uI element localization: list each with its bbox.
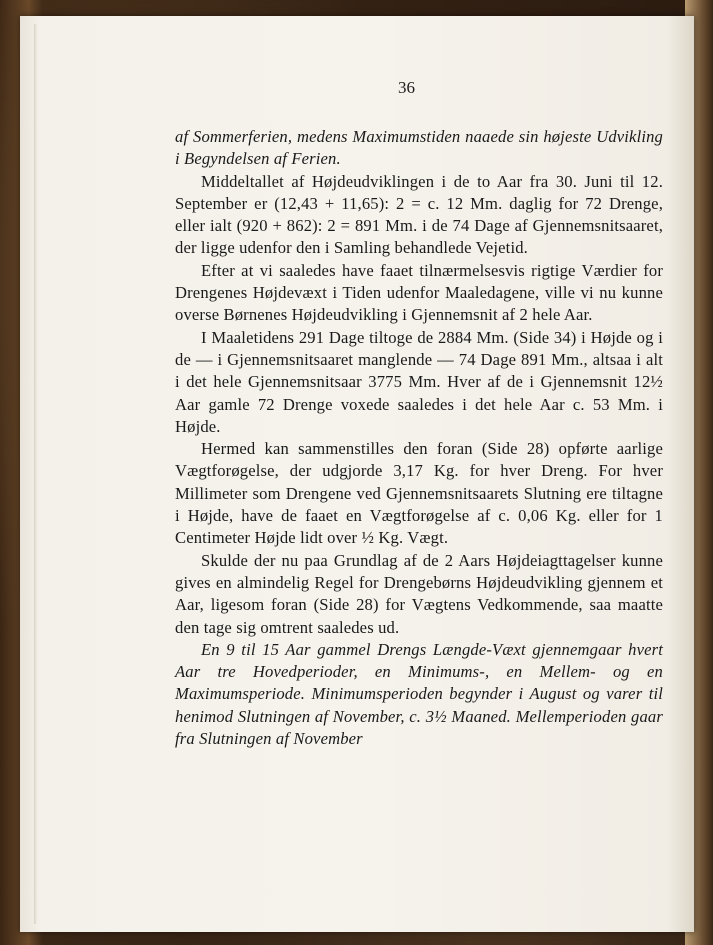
page-number: 36 bbox=[398, 78, 415, 97]
paragraph-7: En 9 til 15 Aar gammel Drengs Længde-Væxt gjennemgaar hvert Aar tre Hovedperioder, en Minimums-, en Mellem- og en Maximumsperiode. Minimumsperioden begynder i August og varer til henimod Slutningen af November, c. 3½ Maaned. Mellemperioden gaar fra Slutningen af November bbox=[175, 639, 663, 749]
paragraph-2: Middeltallet af Højdeudviklingen i de to Aar fra 30. Juni til 12. September er (12,43 + 11,65): 2 = c. 12 Mm. daglig for 72 Drenge, eller ialt (920 + 862): 2 = 891 Mm. i de 74 Dage af Gjennemsnitsaaret, der ligge udenfor den i Samling behandlede Vejetid. bbox=[175, 171, 663, 258]
paragraph-6: Skulde der nu paa Grundlag af de 2 Aars Højdeiagttagelser kunne gives en almindelig Regel for Drengebørns Højdeudvikling gjennem et Aar, ligesom foran (Side 28) for Vægtens Vedkommende, saa maatte den tage sig omtrent saaledes ud. bbox=[175, 550, 663, 637]
body-text bbox=[175, 126, 663, 750]
paragraph-4: I Maaletidens 291 Dage tiltoge de 2884 Mm. (Side 34) i Højde og i de — i Gjennemsnitsaaret manglende — 74 Dage 891 Mm., altsaa i alt i det hele Gjennemsnitsaar 3775 Mm. Hver af de i Gjennemsnit 12½ Aar gamle 72 Drenge voxede saaledes i det hele Aar c. 53 Mm. i Højde. bbox=[175, 327, 663, 436]
paragraph-5: Hermed kan sammenstilles den foran (Side 28) opførte aarlige Vægtforøgelse, der udgjorde 3,17 Kg. for hver Dreng. For hver Millimeter som Drengene ved Gjennemsnitsaarets Slutning ere tiltagne i Højde, have de faaet en Vægtforøgelse af c. 0,06 Kg. eller for 1 Centimeter Højde lidt over ½ Kg. Vægt. bbox=[175, 439, 663, 548]
paragraph-1: af Sommerferien, medens Maximumstiden naaede sin højeste Udvikling i Begyndelsen af Ferien. bbox=[175, 127, 663, 169]
book-page bbox=[20, 16, 694, 932]
paragraph-3: Efter at vi saaledes have faaet tilnærmelsesvis rigtige Værdier for Drengenes Højdevæxt i Tiden udenfor Maaledagene, ville vi nu kunne overse Børnenes Højdeudvikling i Gjennemsnit af 2 hele Aar. bbox=[175, 260, 663, 325]
